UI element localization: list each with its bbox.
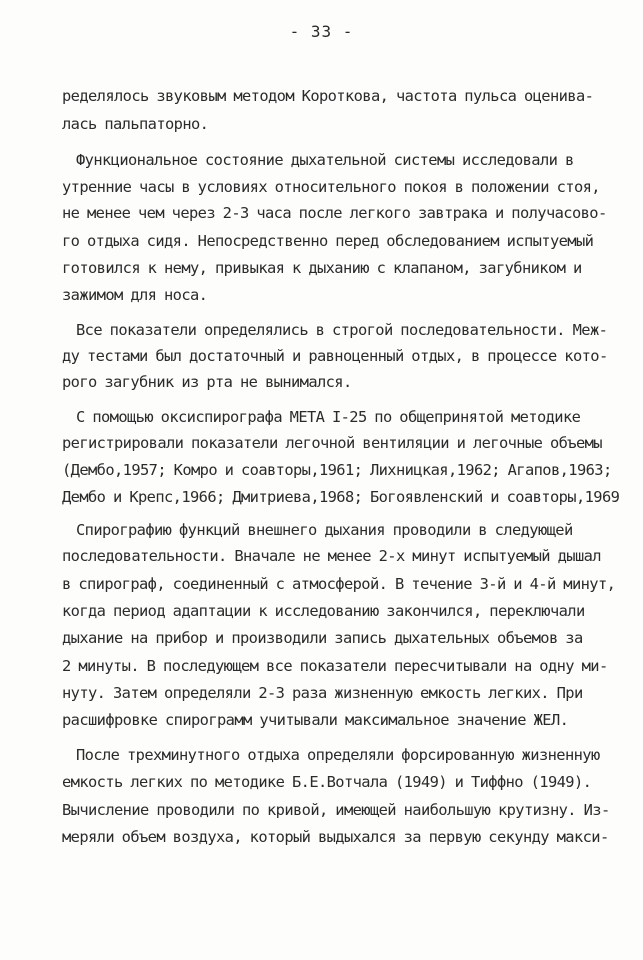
text-line: (Дембо,1957; Комро и соавторы,1961; Лихницкая,1962; Агапов,1963; (62, 461, 612, 479)
text-line: емкость легких по методике Б.Е.Вотчала (1949) и Тиффно (1949). (62, 773, 592, 791)
text-line: зажимом для носа. (62, 286, 208, 304)
text-line: ду тестами был достаточный и равноценный отдых, в процессе кото- (62, 347, 608, 365)
text-line: меряли объем воздуха, который выдыхался за первую секунду макси- (62, 828, 609, 846)
paragraph-first-line: Функциональное состояние дыхательной системы исследовали в (76, 151, 574, 169)
text-line: ределялось звуковым методом Короткова, частота пульса оценива- (62, 87, 594, 105)
text-line: лась пальпаторно. (62, 115, 209, 133)
text-line: рого загубник из рта не вынимался. (62, 373, 352, 391)
text-line: дыхание на прибор и производили запись дыхательных объемов за (62, 629, 583, 647)
text-line: не менее чем через 2-3 часа после легкого завтрака и получасово- (62, 204, 607, 222)
text-line: готовился к нему, привыкая к дыханию с клапаном, загубником и (62, 259, 582, 277)
text-line: в спирограф, соединенный с атмосферой. В течение 3-й и 4-й минут, (62, 575, 616, 593)
paragraph-first-line: Все показатели определялись в строгой последовательности. Меж- (76, 321, 608, 339)
paragraph-first-line: С помощью оксиспирографа МЕТА I-25 по общепринятой методике (76, 408, 581, 426)
text-line: регистрировали показатели легочной вентиляции и легочные объемы (62, 434, 602, 452)
paragraph-first-line: После трехминутного отдыха определяли форсированную жизненную (76, 746, 600, 764)
text-line: последовательности. Вначале не менее 2-х минут испытуемый дышал (62, 547, 601, 565)
text-line: расшифровке спирограмм учитывали максимальное значение ЖЕЛ. (62, 711, 569, 729)
text-line: нуту. Затем определяли 2-3 раза жизненную емкость легких. При (62, 684, 583, 702)
text-line: го отдыха сидя. Непосредственно перед обследованием испытуемый (62, 232, 594, 250)
text-line: Вычисление проводили по кривой, имеющей наибольшую крутизну. Из- (62, 801, 610, 819)
text-line: утренние часы в условиях относительного покоя в положении стоя, (62, 178, 600, 196)
text-line: Дембо и Крепс,1966; Дмитриева,1968; Богоявленский и соавторы,1969 (62, 488, 620, 506)
text-line: когда период адаптации к исследованию закончился, переключали (62, 602, 585, 620)
page-number: - 33 - (289, 22, 354, 41)
text-line: 2 минуты. В последующем все показатели пересчитывали на одну ми- (62, 657, 608, 675)
paragraph-first-line: Спирографию функций внешнего дыхания проводили в следующей (76, 521, 573, 539)
